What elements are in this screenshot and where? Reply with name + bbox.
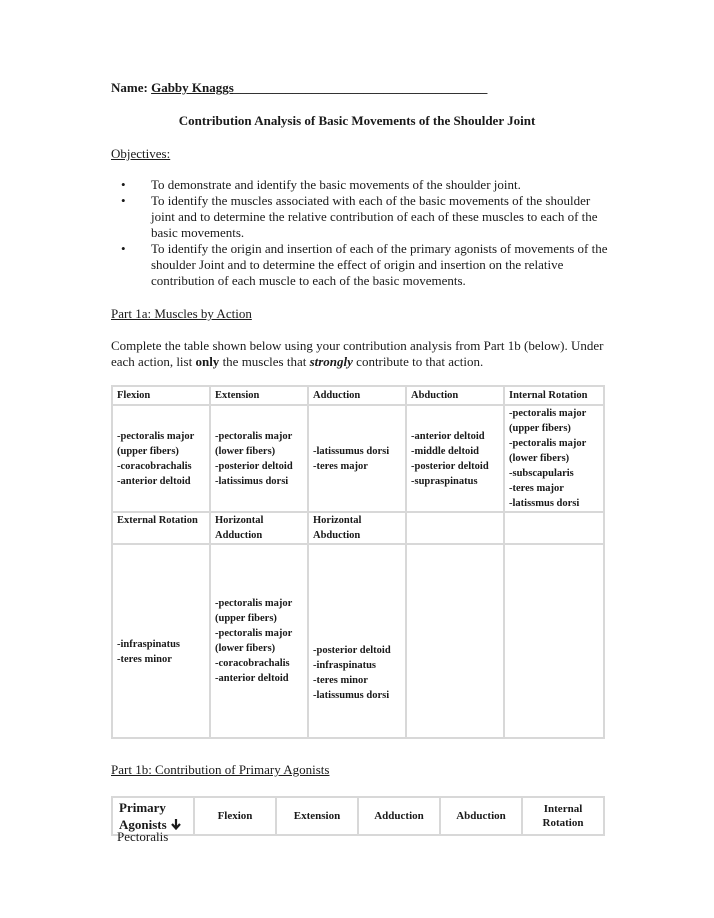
- muscle-entry: -supraspinatus: [411, 475, 478, 487]
- table-row: [112, 544, 604, 738]
- muscle-entry: -posterior deltoid: [313, 645, 391, 656]
- arrow-down-icon: [170, 818, 182, 830]
- table-row: [112, 405, 604, 512]
- name-label: Name:: [111, 80, 148, 95]
- header-horizontal-abduction: Horizontal Abduction: [308, 512, 406, 544]
- header-flexion: Flexion: [194, 797, 276, 835]
- header-extension: Extension: [276, 797, 358, 835]
- muscle-entry: (upper fibers): [215, 613, 277, 624]
- header-extension: Extension: [210, 386, 308, 405]
- cell-horizontal-abduction: [308, 544, 406, 738]
- cell-empty: [504, 544, 604, 738]
- objectives-list: [111, 177, 611, 289]
- cell-extension: [210, 405, 308, 512]
- objective-item: [111, 241, 611, 289]
- cell-empty: [406, 544, 504, 738]
- cell-abduction: [406, 405, 504, 512]
- muscle-entry: (upper fibers): [117, 445, 179, 457]
- instr-text: contribute to that action.: [352, 354, 484, 369]
- muscle-entry: -anterior deltoid: [411, 430, 485, 442]
- muscle-entry: (lower fibers): [215, 445, 276, 457]
- instr-only: only: [195, 354, 220, 369]
- table-header-row: [112, 797, 604, 835]
- header-external-rotation: External Rotation: [112, 512, 210, 544]
- header-flexion: Flexion: [112, 386, 210, 405]
- student-name: Gabby Knaggs: [151, 80, 234, 95]
- objective-item: [111, 177, 611, 193]
- muscle-entry: -latissimus dorsi: [215, 475, 289, 487]
- header-abduction: Abduction: [406, 386, 504, 405]
- muscle-entry: -pectoralis major: [215, 628, 293, 639]
- muscle-entry: -posterior deltoid: [411, 460, 489, 472]
- instr-strongly: strongly: [309, 354, 353, 369]
- objective-text: To identify the origin and insertion of each of the primary agonists of movements of the shoulder Joint and to determine the effect of origin and insertion on the relative contribution of each muscle to each of the basic movements.: [151, 241, 608, 288]
- muscle-entry: -teres major: [313, 460, 368, 472]
- muscle-entry: -teres minor: [313, 675, 368, 686]
- header-adduction: Adduction: [358, 797, 440, 835]
- objective-text: To demonstrate and identify the basic movements of the shoulder joint.: [151, 177, 521, 192]
- instr-text: the muscles that: [219, 354, 310, 369]
- muscle-entry: (upper fibers): [509, 423, 571, 434]
- part1a-instructions: [111, 338, 611, 370]
- bullet: •: [121, 177, 126, 192]
- muscles-by-action-table: [111, 385, 605, 739]
- objective-text: To identify the muscles associated with each of the basic movements of the shoulder joint and to determine the relative contribution of each of these muscles to each of the basic movements.: [151, 193, 598, 240]
- header-internal-rotation: Internal Rotation: [522, 797, 604, 835]
- muscle-entry: -coracobrachalis: [117, 460, 192, 472]
- muscle-entry: -pectoralis major: [215, 430, 293, 442]
- agonist-row-label: Pectoralis: [117, 829, 169, 844]
- objectives-heading: Objectives:: [111, 146, 171, 161]
- page-title: Contribution Analysis of Basic Movements of the Shoulder Joint: [178, 113, 536, 128]
- muscle-entry: -infraspinatus: [117, 639, 181, 650]
- muscle-entry: -teres major: [509, 483, 564, 494]
- part1b-heading: Part 1b: Contribution of Primary Agonists: [111, 762, 330, 777]
- bullet: •: [121, 193, 126, 208]
- header-label: Primary Agonists: [119, 800, 167, 832]
- muscle-entry: -middle deltoid: [411, 445, 479, 457]
- muscle-entry: -pectoralis major: [509, 438, 587, 449]
- instr-text: Complete the table shown below using your contribution analysis from Part 1b (below). Under each action, list: [111, 338, 604, 369]
- header-adduction: Adduction: [308, 386, 406, 405]
- objective-item: [111, 193, 611, 241]
- name-line: [111, 80, 487, 96]
- table-header-row: [112, 386, 604, 405]
- muscle-entry: -infraspinatus: [313, 660, 377, 671]
- cell-adduction: [308, 405, 406, 512]
- muscle-entry: (lower fibers): [509, 453, 570, 464]
- muscle-entry: -latissumus dorsi: [313, 690, 390, 701]
- cell-external-rotation: [112, 544, 210, 738]
- muscle-entry: -pectoralis major: [215, 598, 293, 609]
- name-blank: _______________________________________: [233, 80, 488, 95]
- cell-internal-rotation: [504, 405, 604, 512]
- muscle-entry: -pectoralis major: [117, 430, 195, 442]
- muscle-entry: -subscapularis: [509, 468, 574, 479]
- muscle-entry: -latissmus dorsi: [509, 498, 580, 509]
- part1a-heading: Part 1a: Muscles by Action: [111, 306, 252, 321]
- muscle-entry: -latissumus dorsi: [313, 445, 390, 457]
- muscle-entry: -posterior deltoid: [215, 460, 293, 472]
- muscle-entry: -anterior deltoid: [215, 673, 289, 684]
- cell-horizontal-adduction: [210, 544, 308, 738]
- header-internal-rotation: Internal Rotation: [504, 386, 604, 405]
- muscle-entry: -coracobrachalis: [215, 658, 290, 669]
- muscle-entry: -pectoralis major: [509, 408, 587, 419]
- bullet: •: [121, 241, 126, 256]
- muscle-entry: -teres minor: [117, 654, 172, 665]
- header-horizontal-adduction: Horizontal Adduction: [210, 512, 308, 544]
- header-abduction: Abduction: [440, 797, 522, 835]
- table-header-row: [112, 512, 604, 544]
- header-empty: [504, 512, 604, 544]
- cell-flexion: [112, 405, 210, 512]
- muscle-entry: -anterior deltoid: [117, 475, 191, 487]
- primary-agonists-table: [111, 796, 605, 836]
- header-empty: [406, 512, 504, 544]
- muscle-entry: (lower fibers): [215, 643, 276, 654]
